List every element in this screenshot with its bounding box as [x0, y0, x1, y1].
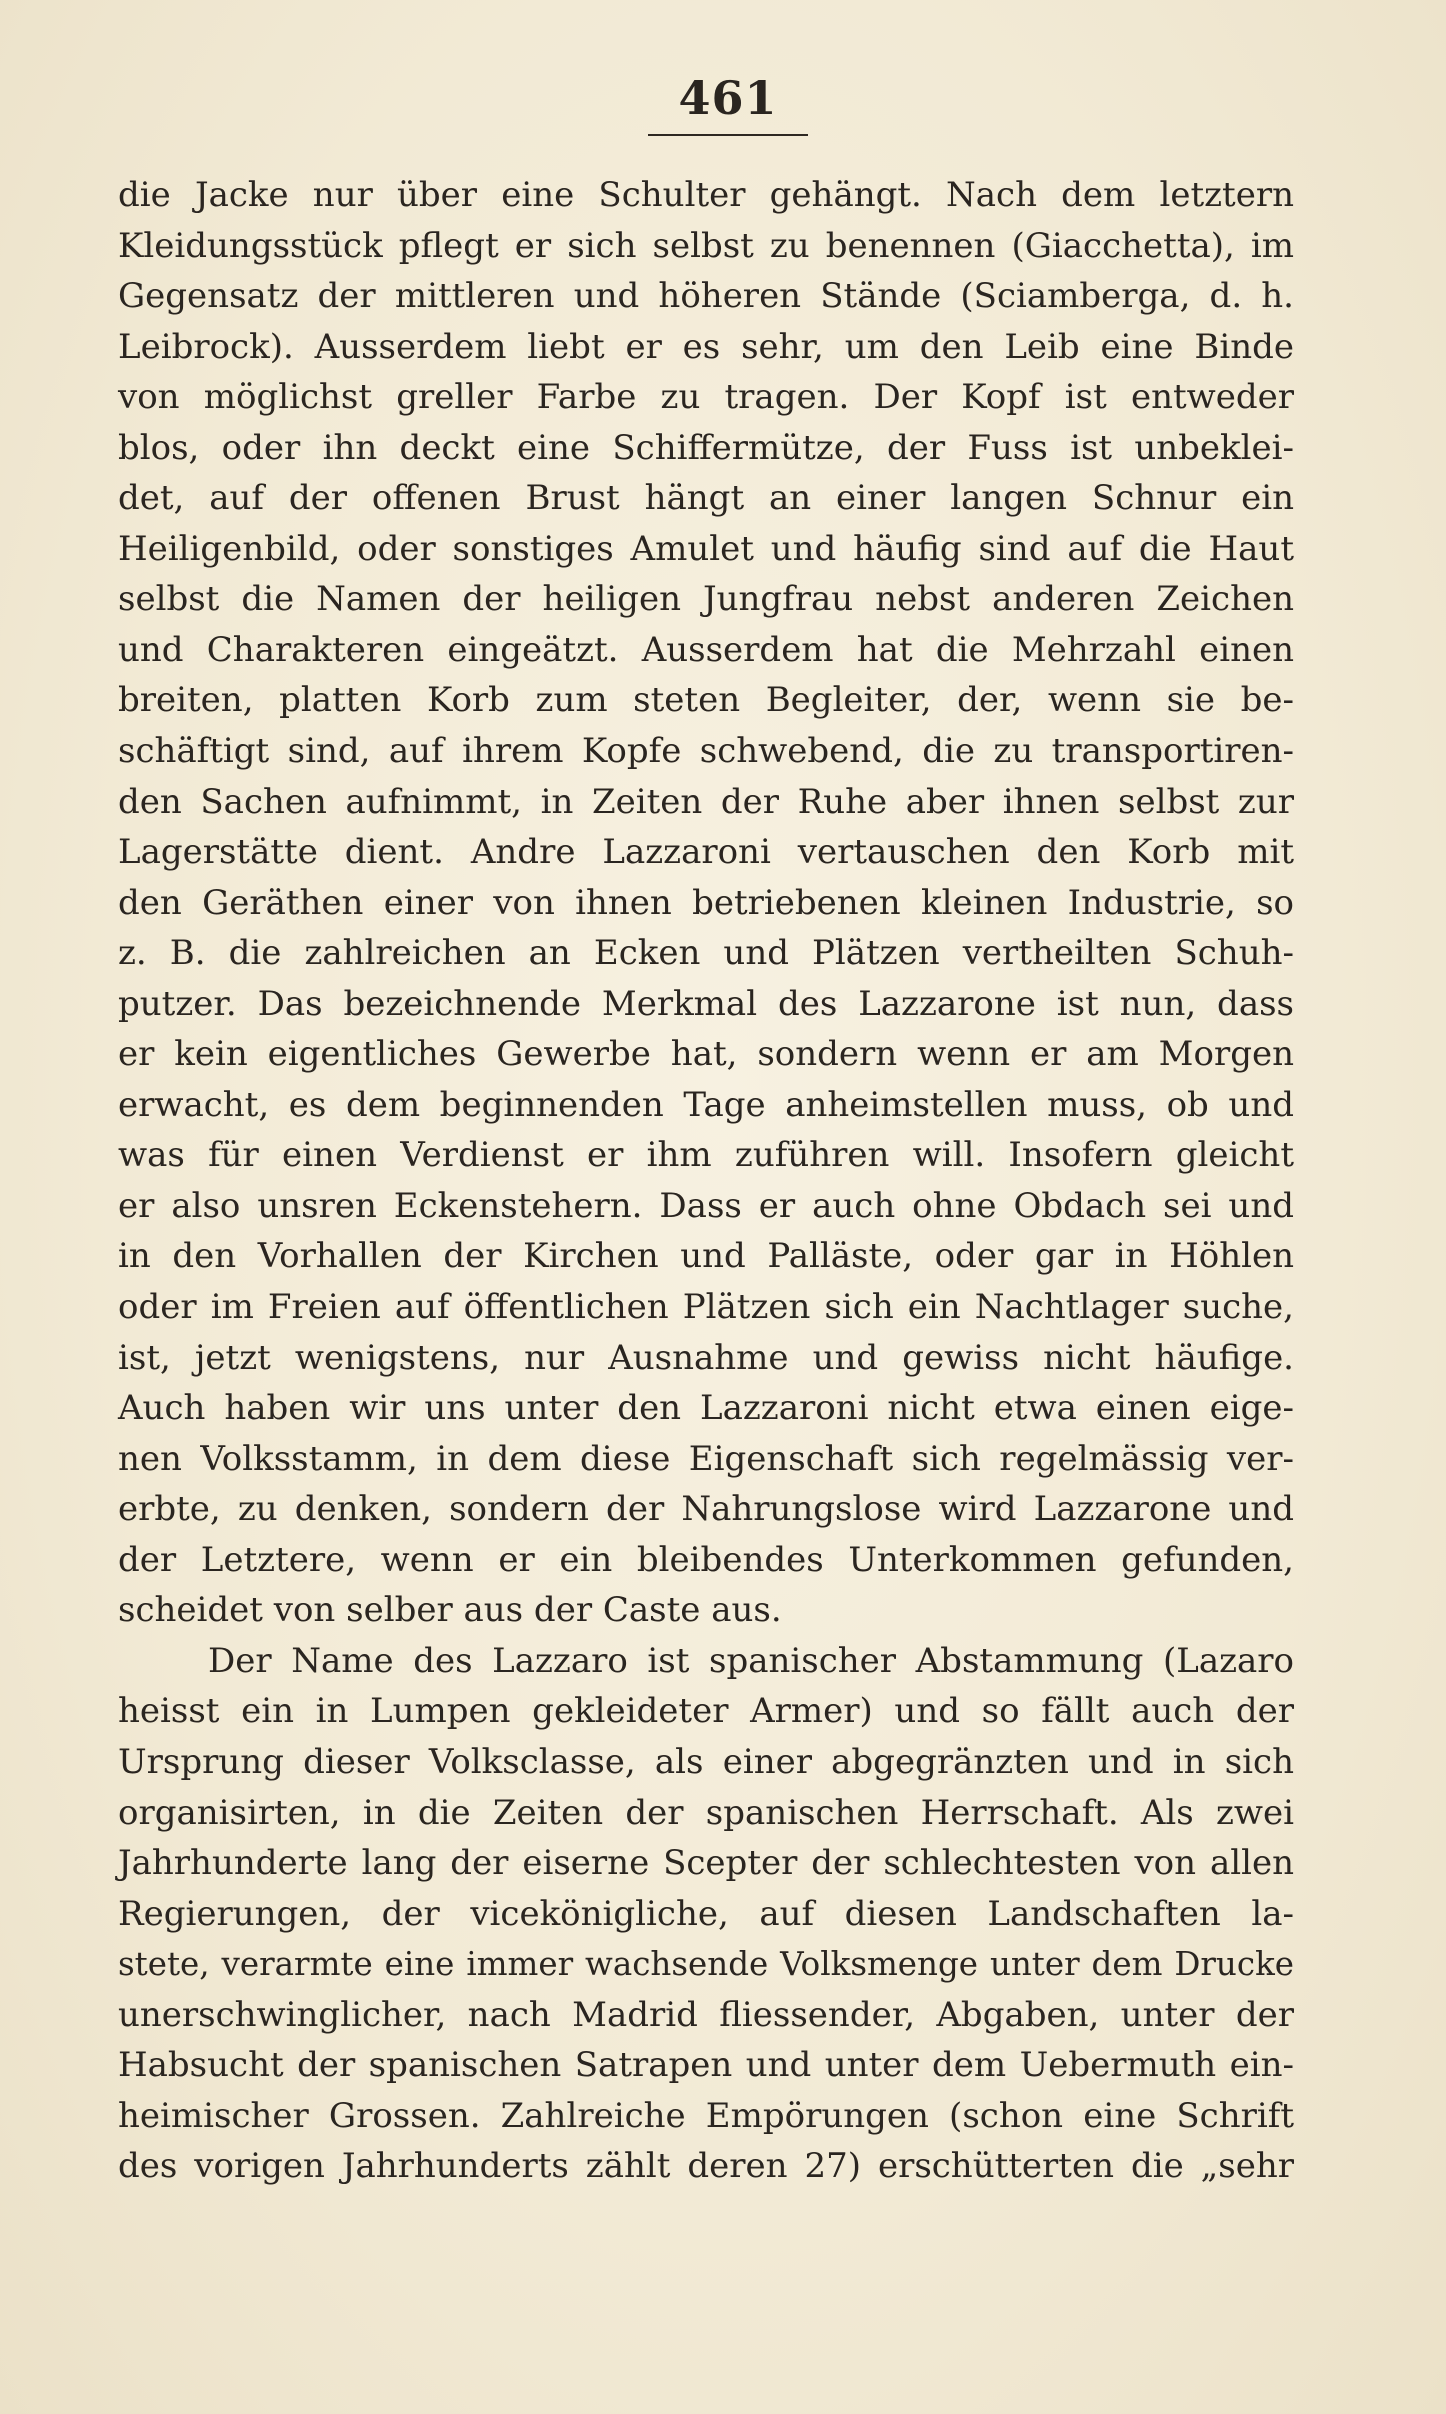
text-line: in den Vorhallen der Kirchen und Palläste, oder gar in Höhlen [118, 1236, 1294, 1277]
text-line: erwacht, es dem beginnenden Tage anheimstellen muss, ob und [118, 1084, 1294, 1125]
text-line: Der Name des Lazzaro ist spanischer Abstammung (Lazaro [208, 1640, 1294, 1681]
text-line: stete, verarmte eine immer wachsende Volksmenge unter dem Drucke [118, 1945, 1294, 1984]
text-line: Ursprung dieser Volksclasse, als einer abgegränzten und in sich [118, 1741, 1294, 1782]
text-line: z. B. die zahlreichen an Ecken und Plätzen vertheilten Schuh- [118, 933, 1294, 974]
text-line: und Charakteren eingeätzt. Ausserdem hat die Mehrzahl einen [118, 629, 1294, 670]
text-line: er also unsren Eckenstehern. Dass er auch ohne Obdach sei und [118, 1185, 1294, 1226]
text-line: putzer. Das bezeichnende Merkmal des Lazzarone ist nun, dass [118, 983, 1294, 1024]
text-line: was für einen Verdienst er ihm zuführen will. Insofern gleicht [118, 1135, 1294, 1176]
text-line: den Sachen aufnimmt, in Zeiten der Ruhe aber ihnen selbst zur [118, 781, 1294, 822]
text-line: ist, jetzt wenigstens, nur Ausnahme und gewiss nicht häufige. [118, 1337, 1294, 1378]
text-line: Auch haben wir uns unter den Lazzaroni nicht etwa einen eige- [118, 1388, 1294, 1429]
text-line: blos, oder ihn deckt eine Schiffermütze, der Fuss ist unbeklei- [118, 427, 1294, 468]
text-line: den Geräthen einer von ihnen betriebenen kleinen Industrie, so [118, 882, 1294, 923]
text-line: organisirten, in die Zeiten der spanischen Herrschaft. Als zwei [118, 1792, 1294, 1833]
text-line: von möglichst greller Farbe zu tragen. Der Kopf ist entweder [118, 377, 1294, 418]
body-text [118, 170, 1294, 2192]
text-line: die Jacke nur über eine Schulter gehängt. Nach dem letztern [118, 175, 1294, 215]
text-line: erbte, zu denken, sondern der Nahrungslose wird Lazzarone und [118, 1489, 1294, 1530]
page-number: 461 [678, 71, 778, 125]
text-line: Habsucht der spanischen Satrapen und unter dem Uebermuth ein- [118, 2045, 1294, 2086]
text-line: der Letztere, wenn er ein bleibendes Unterkommen gefunden, [118, 1539, 1294, 1580]
text-line: heisst ein in Lumpen gekleideter Armer) und so fällt auch der [118, 1691, 1294, 1732]
text-line: oder im Freien auf öffentlichen Plätzen sich ein Nachtlager suche, [118, 1287, 1294, 1328]
text-line: Jahrhunderte lang der eiserne Scepter der schlechtesten von allen [118, 1843, 1294, 1884]
page-number-underline [648, 134, 808, 136]
text-line: Gegensatz der mittleren und höheren Stände (Sciamberga, d. h. [118, 276, 1294, 317]
text-line: unerschwinglicher, nach Madrid fliessender, Abgaben, unter der [118, 1994, 1294, 2035]
text-line: Leibrock). Ausserdem liebt er es sehr, um den Leib eine Binde [118, 326, 1294, 367]
text-line: Kleidungsstück pflegt er sich selbst zu benennen (Giacchetta), im [118, 225, 1294, 266]
text-line: er kein eigentliches Gewerbe hat, sondern wenn er am Morgen [118, 1034, 1294, 1075]
text-line: scheidet von selber aus der Caste aus. [118, 1590, 782, 1631]
text-line: Heiligenbild, oder sonstiges Amulet und häufig sind auf die Haut [118, 528, 1294, 569]
text-line: breiten, platten Korb zum steten Begleiter, der, wenn sie be- [118, 680, 1294, 721]
text-line: Lagerstätte dient. Andre Lazzaroni vertauschen den Korb mit [118, 832, 1294, 873]
text-line: heimischer Grossen. Zahlreiche Empörungen (schon eine Schrift [118, 2095, 1294, 2136]
text-line: nen Volksstamm, in dem diese Eigenschaft sich regelmässig ver- [118, 1438, 1294, 1479]
text-line: det, auf der offenen Brust hängt an einer langen Schnur ein [118, 478, 1294, 519]
text-line: des vorigen Jahrhunderts zählt deren 27) erschütterten die „sehr [118, 2146, 1294, 2187]
text-line: Regierungen, der vicekönigliche, auf diesen Landschaften la- [118, 1893, 1294, 1934]
text-line: selbst die Namen der heiligen Jungfrau nebst anderen Zeichen [118, 579, 1294, 620]
text-line: schäftigt sind, auf ihrem Kopfe schwebend, die zu transportiren- [118, 731, 1294, 772]
